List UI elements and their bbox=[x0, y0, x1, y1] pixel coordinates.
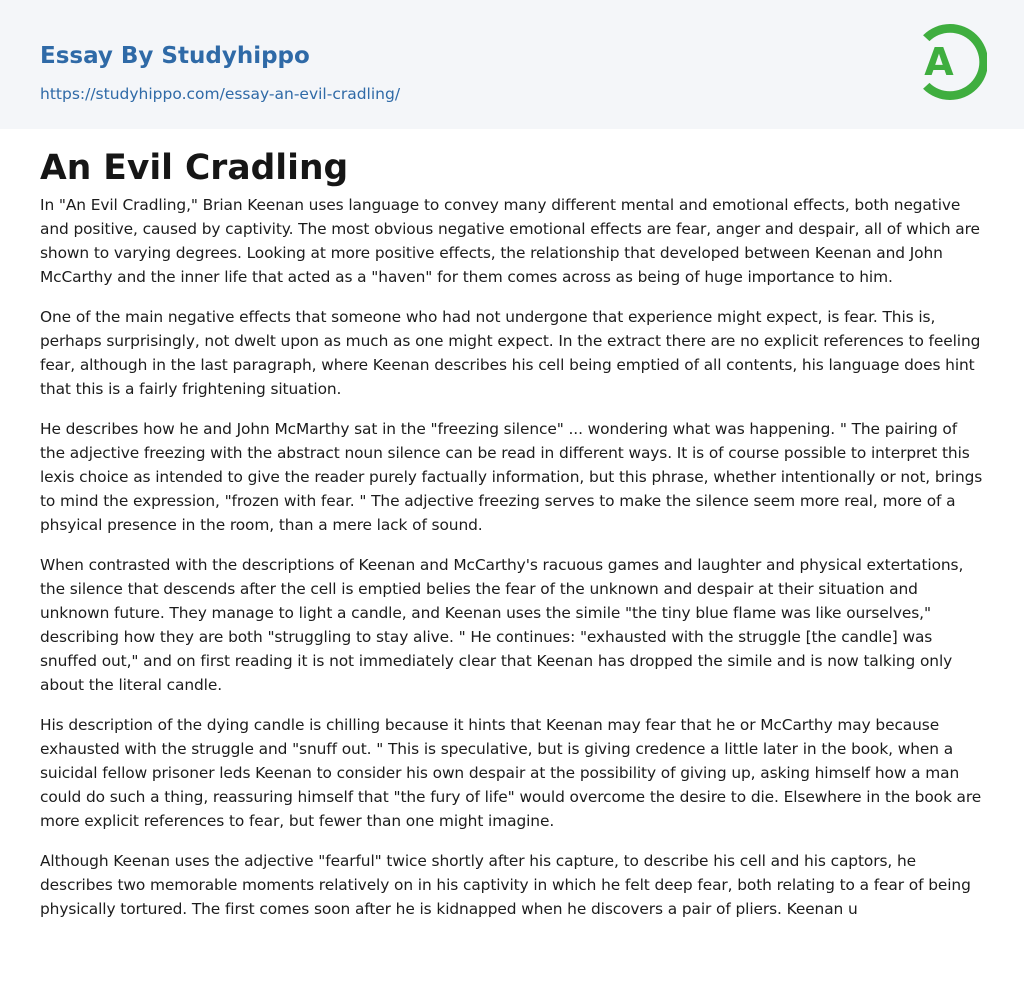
essay-title: An Evil Cradling bbox=[40, 148, 349, 188]
studyhippo-logo-icon[interactable] bbox=[911, 18, 987, 106]
essay-paragraph-5: His description of the dying candle is chilling because it hints that Keenan may fear that he or McCarthy may because exhausted with the struggle and "snuff out. " This is speculative, but is giving credence a little later in the book, when a suicidal fellow prisoner leds Keenan to consider his own despair at the possibility of giving up, asking himself how a man could do such a thing, reassuring himself that "the fury of life" would overcome the desire to die. Elsewhere in the book are more explicit references to fear, but fewer than one might imagine. bbox=[40, 716, 982, 830]
essay-paragraph-6: Although Keenan uses the adjective "fearful" twice shortly after his capture, to describe his cell and his captors, he describes two memorable moments relatively on in his captivity in which he felt deep fear, both relating to a fear of being physically tortured. The first comes soon after he is kidnapped when he discovers a pair of pliers. Keenan u bbox=[40, 852, 971, 918]
essay-paragraph-1: In "An Evil Cradling," Brian Keenan uses language to convey many different mental and emotional effects, both negative and positive, caused by captivity. The most obvious negative emotional effects are fear, anger and despair, all of which are shown to varying degrees. Looking at more positive effects, the relationship that developed between Keenan and John McCarthy and the inner life that acted as a "haven" for them comes across as being of huge importance to him. bbox=[40, 196, 980, 286]
site-brand[interactable]: Essay By Studyhippo bbox=[40, 43, 310, 69]
essay-paragraph-3: He describes how he and John McMarthy sat in the "freezing silence" ... wondering what was happening. " The pairing of the adjective freezing with the abstract noun silence can be read in different ways. It is of course possible to interpret this lexis choice as intended to give the reader purely factually information, but this phrase, whether intentionally or not, brings to mind the expression, "frozen with fear. " The adjective freezing serves to make the silence seem more real, more of a phsyical presence in the room, than a mere lack of sound. bbox=[40, 420, 983, 534]
site-header bbox=[0, 0, 1024, 129]
essay-paragraph-4: When contrasted with the descriptions of Keenan and McCarthy's racuous games and laughter and physical extertations, the silence that descends after the cell is emptied belies the fear of the unknown and despair at their situation and unknown future. They manage to light a candle, and Keenan uses the simile "the tiny blue flame was like ourselves," describing how they are both "struggling to stay alive. " He continues: "exhausted with the struggle [the candle] was snuffed out," and on first reading it is not immediately clear that Keenan has dropped the simile and is now talking only about the literal candle. bbox=[40, 556, 964, 694]
essay-url-link[interactable]: https://studyhippo.com/essay-an-evil-cradling/ bbox=[40, 85, 401, 103]
essay-content bbox=[0, 129, 1024, 921]
logo-letter: A bbox=[924, 40, 954, 84]
essay-paragraph-2: One of the main negative effects that someone who had not undergone that experience might expect, is fear. This is, perhaps surprisingly, not dwelt upon as much as one might expect. In the extract there are no explicit references to feeling fear, although in the last paragraph, where Keenan describes his cell being emptied of all contents, his language does hint that this is a fairly frightening situation. bbox=[40, 308, 981, 398]
